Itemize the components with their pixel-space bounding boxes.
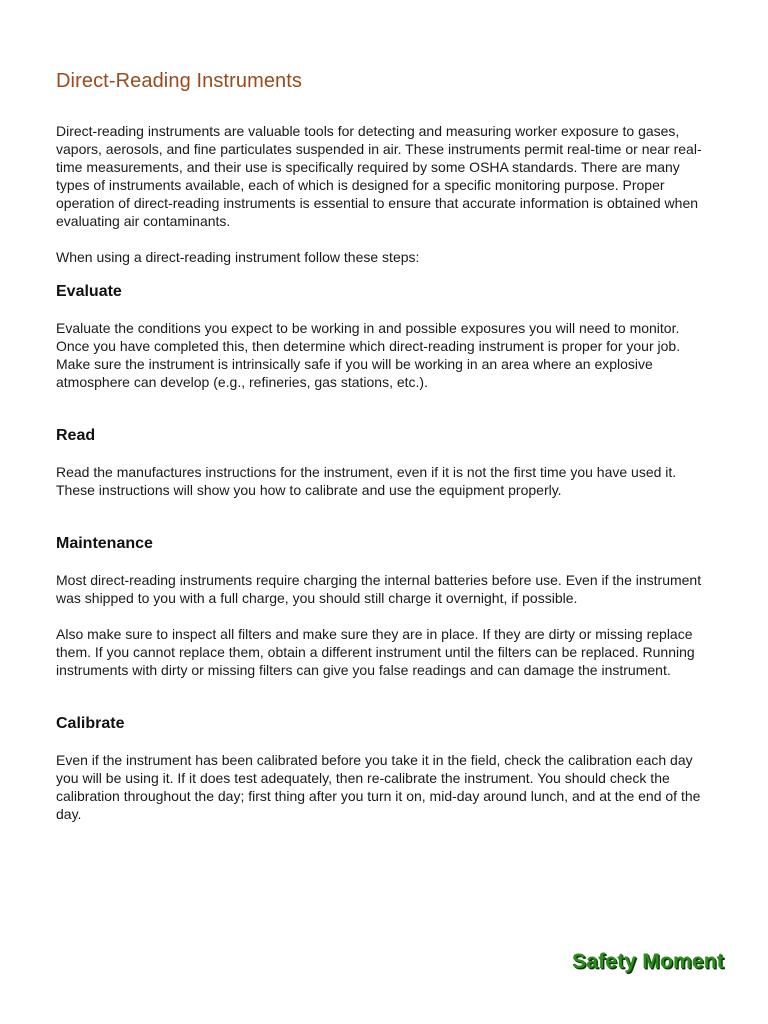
document-page [56,70,716,823]
steps-lead-paragraph: When using a direct-reading instrument follow these steps: [56,249,420,265]
document-title: Direct-Reading Instruments [56,70,303,92]
section-paragraph-maintenance-filters: Also make sure to inspect all filters and make sure they are in place. If they are dirty or missing replace them. If you cannot replace them, obtain a different instrument until the filters can be replaced. Running instruments with dirty or missing filters can give you false readings and can damage the instrument. [56,626,695,678]
section-paragraph-evaluate: Evaluate the conditions you expect to be working in and possible exposures you will need to monitor. Once you have completed this, then determine which direct-reading instrument is proper for your job. Make sure the instrument is intrinsically safe if you will be working in an area where an explosive atmosphere can develop (e.g., refineries, gas stations, etc.). [56,320,681,390]
section-heading-evaluate: Evaluate [56,283,122,300]
section-calibrate [56,715,716,823]
section-paragraph-maintenance-charging: Most direct-reading instruments require charging the internal batteries before use. Even if the instrument was shipped to you with a full charge, you should still charge it overnight, if possible. [56,572,702,606]
intro-paragraph: Direct-reading instruments are valuable tools for detecting and measuring worker exposure to gases, vapors, aerosols, and fine particulates suspended in air. These instruments permit real-time or near real-time measurements, and their use is specifically required by some OSHA standards. There are many types of instruments available, each of which is designed for a specific monitoring purpose. Proper operation of direct-reading instruments is essential to ensure that accurate information is obtained when evaluating air contaminants. [56,123,702,229]
section-paragraph-calibrate: Even if the instrument has been calibrated before you take it in the field, check the calibration each day you will be using it. If it does test adequately, then re-calibrate the instrument. You should check the calibration throughout the day; first thing after you turn it on, mid-day around lunch, and at the end of the day. [56,752,701,822]
section-evaluate [56,283,716,391]
safety-moment-logo: Safety Moment [572,950,724,973]
section-maintenance [56,535,716,679]
section-heading-calibrate: Calibrate [56,715,125,732]
section-heading-read: Read [56,427,96,444]
section-read [56,427,716,499]
section-paragraph-read: Read the manufactures instructions for the instrument, even if it is not the first time you have used it. These instructions will show you how to calibrate and use the equipment properly. [56,464,677,498]
section-heading-maintenance: Maintenance [56,535,153,552]
